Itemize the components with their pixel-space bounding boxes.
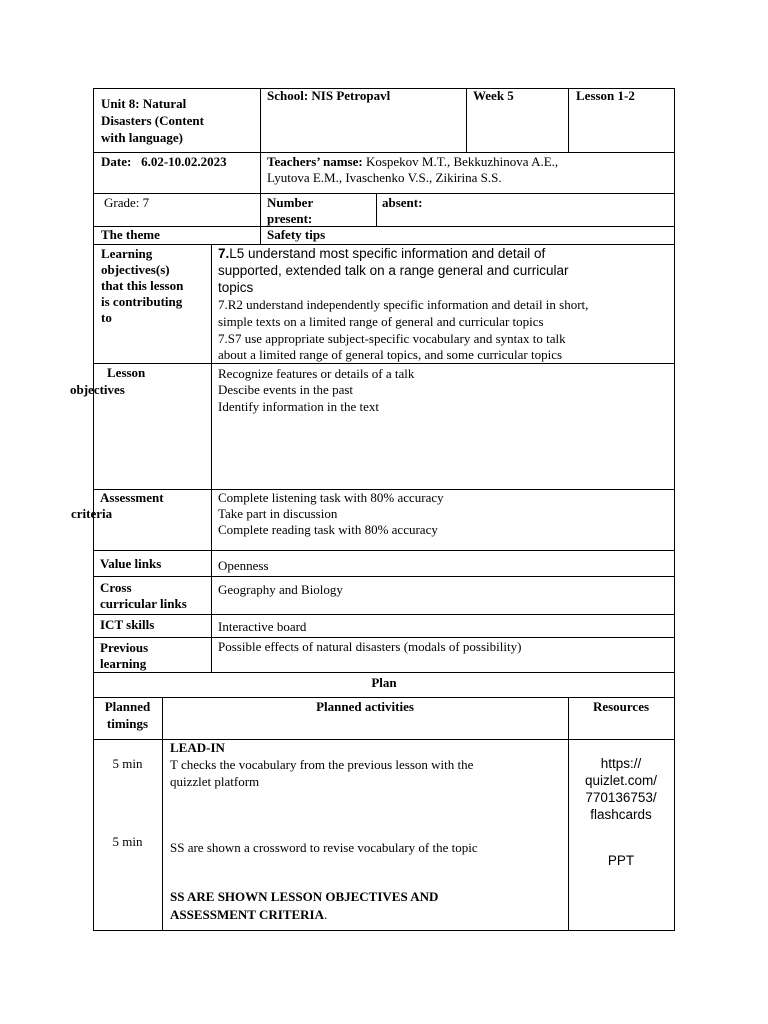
date-value: 6.02-10.02.2023 xyxy=(141,154,227,169)
date-field xyxy=(101,154,227,170)
ict-skills-label: ICT skills xyxy=(100,617,155,632)
activity-text-caps xyxy=(170,907,327,923)
grade-value: Grade: 7 xyxy=(104,195,150,210)
teachers-field xyxy=(267,154,558,170)
lesson-objectives-label: Lesson xyxy=(107,365,146,380)
lesson-objective-item: Recognize features or details of a talk xyxy=(218,366,415,381)
activity-text: SS are shown a crossword to revise vocabulary of the topic xyxy=(170,840,478,855)
resources-header: Resources xyxy=(592,699,650,714)
learning-objective-r2: 7.R2 understand independently specific information and detail in short, xyxy=(218,297,589,312)
ict-skills-value: Interactive board xyxy=(218,619,307,634)
unit-title-line: Unit 8: Natural xyxy=(101,96,187,111)
absent-label: absent: xyxy=(382,195,423,210)
date-label: Date: xyxy=(101,154,132,169)
row-divider xyxy=(93,550,675,551)
planned-activities-header: Planned activities xyxy=(316,699,414,714)
lesson-objective-item: Identify information in the text xyxy=(218,399,380,414)
timing-cell: 5 min xyxy=(112,756,143,771)
activity-text-period: . xyxy=(324,907,328,922)
cross-curricular-label: Cross xyxy=(100,580,132,595)
learning-objectives-label: objectives(s) xyxy=(101,262,170,277)
cross-curricular-label: curricular links xyxy=(100,596,187,611)
assessment-criteria-label: criteria xyxy=(71,506,113,521)
learning-objective-r2-line2: simple texts on a limited range of general and curricular topics xyxy=(218,314,544,329)
row-divider xyxy=(93,363,675,364)
row-divider xyxy=(93,614,675,615)
lesson-value: Lesson 1-2 xyxy=(576,88,635,103)
teachers-value: Kospekov M.T., Bekkuzhinova A.E., xyxy=(365,154,559,169)
col-divider xyxy=(211,244,212,673)
learning-objectives-label: Learning xyxy=(101,246,153,261)
learning-objectives-label: that this lesson xyxy=(101,278,184,293)
activity-text-caps: SS ARE SHOWN LESSON OBJECTIVES AND xyxy=(170,889,439,904)
value-links-value: Openness xyxy=(218,558,269,573)
activity-text: quizzlet platform xyxy=(170,774,260,789)
school-label: School: xyxy=(267,88,309,103)
col-divider xyxy=(376,193,377,227)
assessment-criteria-label: Assessment xyxy=(100,490,164,505)
col-divider xyxy=(162,697,163,931)
col-divider xyxy=(466,88,467,153)
row-divider xyxy=(93,576,675,577)
row-divider xyxy=(93,697,675,698)
resource-link[interactable]: 770136753/ xyxy=(585,790,657,805)
learning-objective-prefix: 7. xyxy=(218,246,230,261)
row-divider xyxy=(93,193,675,194)
learning-objective-s7-line2: about a limited range of general topics, and some curricular topics xyxy=(218,347,563,362)
resource-ppt: PPT xyxy=(607,853,635,868)
previous-learning-label: learning xyxy=(100,656,147,671)
row-divider xyxy=(93,672,675,673)
resource-link[interactable]: flashcards xyxy=(590,807,652,822)
activity-text: T checks the vocabulary from the previous lesson with the xyxy=(170,757,474,772)
assessment-criterion-item: Take part in discussion xyxy=(218,506,338,521)
number-present-label: Number xyxy=(267,195,314,210)
resource-link[interactable]: quizlet.com/ xyxy=(584,773,658,788)
planned-timings-header: timings xyxy=(106,716,149,731)
teachers-value-line2: Lyutova E.M., Ivaschenko V.S., Zikirina S.S. xyxy=(267,170,502,185)
plan-title: Plan xyxy=(371,675,397,690)
theme-value: Safety tips xyxy=(267,227,326,242)
row-divider xyxy=(93,637,675,638)
school-field xyxy=(267,88,390,104)
table-border-right xyxy=(674,88,675,931)
lesson-objective-item: Descibe events in the past xyxy=(218,382,354,397)
planned-timings-header: Planned xyxy=(104,699,151,714)
cross-curricular-value: Geography and Biology xyxy=(218,582,343,597)
lead-in-heading: LEAD-IN xyxy=(170,740,225,755)
learning-objective-s7: 7.S7 use appropriate subject-specific vocabulary and syntax to talk xyxy=(218,331,566,346)
unit-title-line: with language) xyxy=(101,130,183,145)
timing-cell: 5 min xyxy=(112,834,143,849)
learning-objective-l5-line2: supported, extended talk on a range general and curricular xyxy=(218,263,569,278)
previous-learning-label: Previous xyxy=(100,640,149,655)
week-value: Week 5 xyxy=(473,88,514,103)
row-divider xyxy=(93,152,675,153)
assessment-criterion-item: Complete reading task with 80% accuracy xyxy=(218,522,438,537)
learning-objectives-label: to xyxy=(101,310,112,325)
assessment-criterion-item: Complete listening task with 80% accuracy xyxy=(218,490,444,505)
theme-label: The theme xyxy=(101,227,160,242)
resource-link[interactable]: https:// xyxy=(600,756,642,771)
learning-objectives-label: is contributing xyxy=(101,294,183,309)
learning-objective-l5-line3: topics xyxy=(218,280,254,295)
learning-objective-l5 xyxy=(218,246,545,262)
activity-text-caps-part: ASSESSMENT CRITERIA xyxy=(170,907,325,922)
previous-learning-value: Possible effects of natural disasters (modals of possibility) xyxy=(218,639,522,654)
unit-title-line: Disasters (Content xyxy=(101,113,204,128)
table-border-bottom xyxy=(93,930,675,931)
row-divider xyxy=(93,226,675,227)
lesson-objectives-label: objectives xyxy=(70,382,125,397)
col-divider xyxy=(568,88,569,153)
value-links-label: Value links xyxy=(100,556,162,571)
learning-objective-text: L5 understand most specific information and detail of xyxy=(229,246,546,261)
row-divider xyxy=(93,244,675,245)
col-divider xyxy=(260,88,261,245)
school-value: NIS Petropavl xyxy=(311,88,391,103)
number-present-label: present: xyxy=(267,211,313,226)
teachers-label: Teachers’ namse: xyxy=(267,154,363,169)
